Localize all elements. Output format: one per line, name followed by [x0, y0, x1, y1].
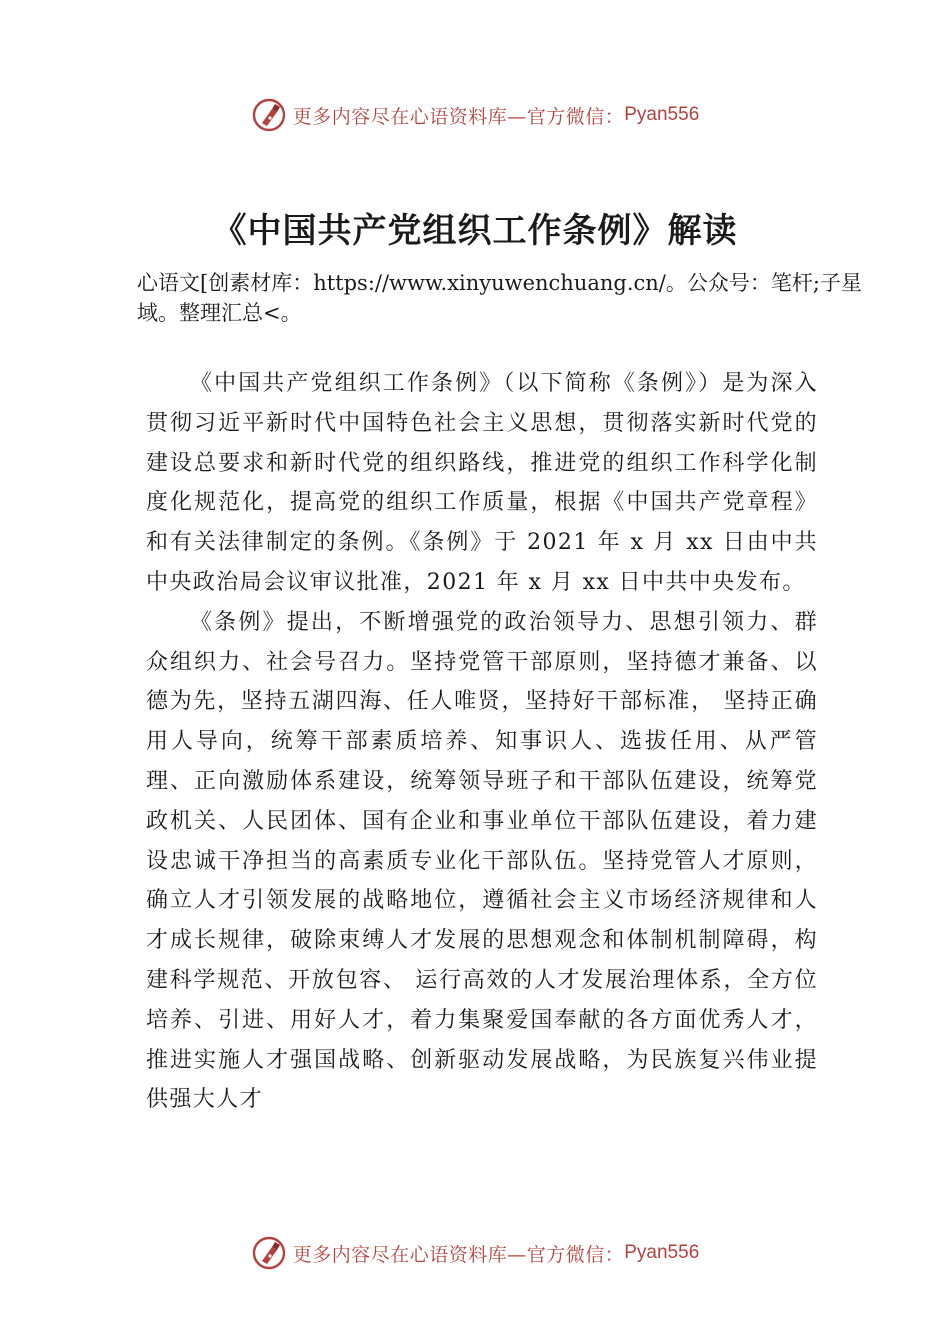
document-body: [146, 364, 818, 1120]
header-banner: [0, 95, 950, 135]
footer-banner: [0, 1233, 950, 1273]
source-note: 心语文[创素材库：https://www.xinyuwenchuang.cn/。公众号：笔杆;子星域。整理汇总<。: [137, 271, 862, 325]
paragraph: 《中国共产党组织工作条例》（以下简称《条例》）是为深入贯彻习近平新时代中国特色社会主义思想，贯彻落实新时代党的建设总要求和新时代党的组织路线，推进党的组织工作科学化制度化规范化，提高党的组织工作质量，根据《中国共产党章程》和有关法律制定的条例。《条例》于 2021 年 x 月 xx 日由中共中央政治局会议审议批准，2021 年 x 月 xx 日中共中央发布。: [146, 371, 818, 595]
paragraph: 《条例》提出，不断增强党的政治领导力、思想引领力、群众组织力、社会号召力。坚持党管干部原则，坚持德才兼备、以德为先，坚持五湖四海、任人唯贤，坚持好干部标准， 坚持正确用人导向，统筹干部素质培养、知事识人、选拔任用、从严管理、正向激励体系建设，统筹领导班子和干部队伍建设，统筹党政机关、人民团体、国有企业和事业单位干部队伍建设，着力建设忠诚干净担当的高素质专业化干部队伍。坚持党管人才原则，确立人才引领发展的战略地位，遵循社会主义市场经济规律和人才成长规律，破除束缚人才发展的思想观念和体制机制障碍，构建科学规范、开放包容、 运行高效的人才发展治理体系，全方位培养、引进、用好人才，着力集聚爱国奉献的各方面优秀人才，推进实施人才强国战略、创新驱动发展战略，为民族复兴伟业提供强大人才: [146, 609, 818, 1113]
document-title: 《中国共产党组织工作条例》解读: [212, 211, 738, 251]
wechat-id: Pyan556: [624, 104, 700, 125]
banner-text: 更多内容尽在心语资料库—官方微信：: [292, 105, 625, 128]
banner-text: 更多内容尽在心语资料库—官方微信：: [292, 1243, 625, 1266]
wechat-id: Pyan556: [624, 1242, 700, 1263]
pen-nib-icon: [251, 97, 287, 133]
pen-nib-icon: [251, 1235, 287, 1271]
